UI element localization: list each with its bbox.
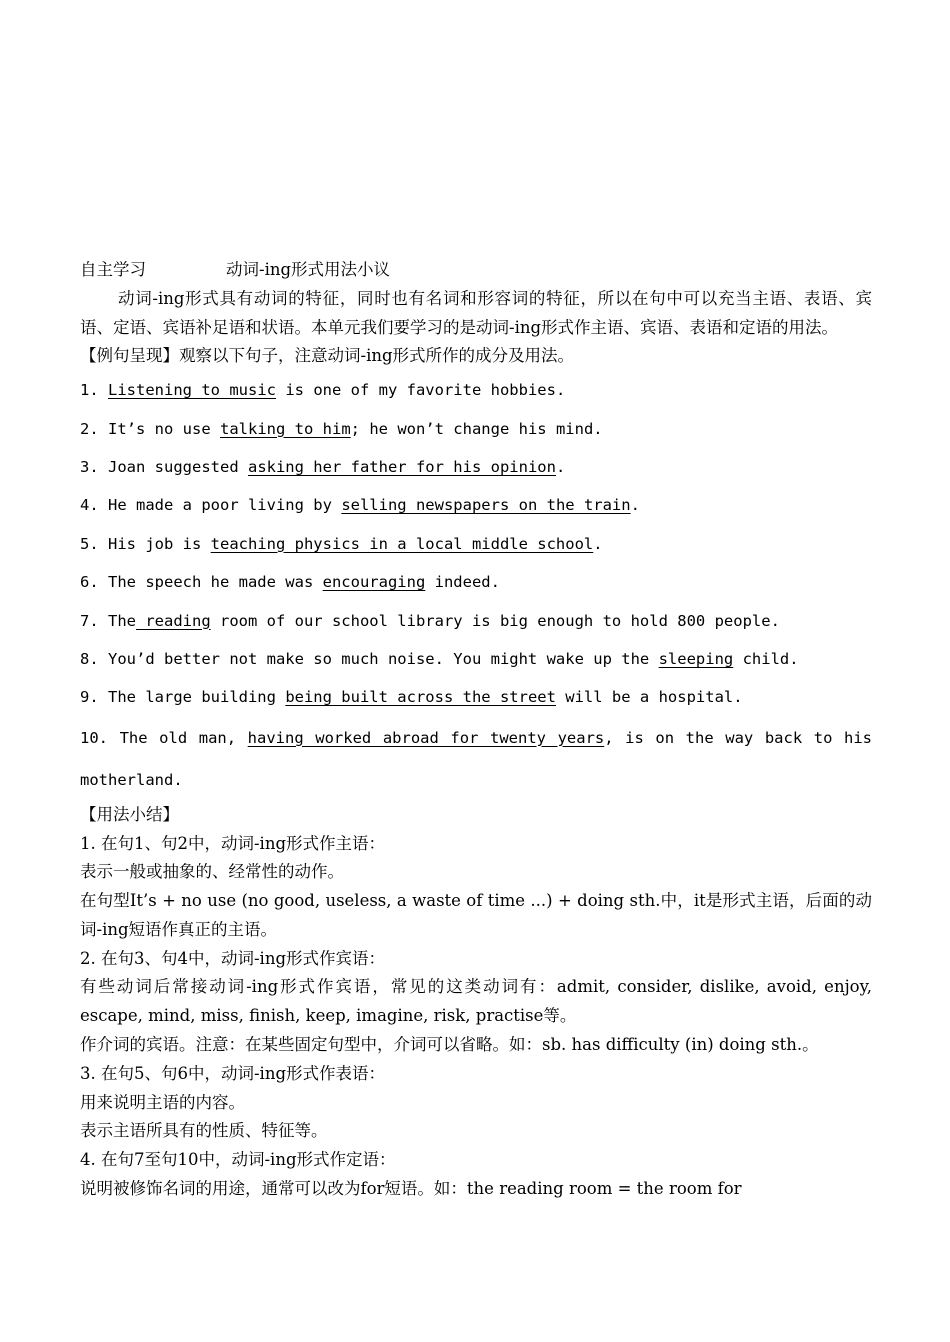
ing-phrase: Listening to music [108, 381, 276, 400]
section-label: 自主学习 [80, 260, 146, 279]
page-title: 动词-ing形式用法小议 [226, 260, 391, 279]
summary-point-3-title: 3. 在句5、句6中，动词-ing形式作表语： [80, 1063, 386, 1083]
example-sentence-4: 4. He made a poor living by selling newspapers on the train. [80, 496, 640, 515]
summary-point-2-b: 作介词的宾语。注意：在某些固定句型中，介词可以省略。如：sb. has difficulty (in) doing sth.。 [80, 1035, 819, 1055]
example-sentence-6: 6. The speech he made was encouraging indeed. [80, 573, 500, 592]
summary-point-1-a: 表示一般或抽象的、经常性的动作。 [80, 862, 344, 882]
example-sentence-1: 1. Listening to music is one of my favorite hobbies. [80, 381, 566, 400]
ing-phrase: being built across the street [285, 688, 556, 707]
ing-phrase: talking to him [220, 419, 351, 438]
example-sentence-9: 9. The large building being built across the street will be a hospital. [80, 688, 743, 707]
summary-heading: 【用法小结】 [80, 804, 179, 824]
ing-phrase: sleeping [658, 649, 734, 668]
header-line [80, 256, 872, 285]
intro-paragraph: 动词-ing形式具有动词的特征，同时也有名词和形容词的特征，所以在句中可以充当主语、表语、宾语、定语、宾语补足语和状语。本单元我们要学习的是动词-ing形式作主语、宾语、表语和定语的用法。 [80, 288, 872, 337]
summary-point-4-a: 说明被修饰名词的用途，通常可以改为for短语。如：the reading room = the room for [80, 1179, 742, 1199]
ing-phrase: encouraging [322, 573, 426, 592]
example-sentence-5: 5. His job is teaching physics in a local middle school. [80, 534, 603, 553]
examples-heading: 【例句呈现】观察以下句子，注意动词-ing形式所作的成分及用法。 [80, 346, 575, 366]
summary-point-1-title: 1. 在句1、句2中，动词-ing形式作主语： [80, 833, 386, 853]
summary-point-1-b: 在句型It’s + no use (no good, useless, a waste of time ...) + doing sth.中，it是形式主语，后面的动词-ing短语作真正的主语。 [80, 891, 872, 939]
document-page [80, 256, 872, 1204]
summary-point-2-a: 有些动词后常接动词-ing形式作宾语，常见的这类动词有：admit, consider, dislike, avoid, enjoy, escape, mind, miss, finish, keep, imagine, risk, practise等。 [80, 977, 872, 1026]
ing-phrase: selling newspapers on the train [341, 496, 631, 515]
ing-phrase: reading [136, 611, 211, 630]
example-sentence-7: 7. The reading room of our school library is big enough to hold 800 people. [80, 611, 780, 630]
summary-point-3-a: 用来说明主语的内容。 [80, 1092, 245, 1112]
example-sentence-10: 10. The old man, having worked abroad for twenty years, is on the way back to his motherland. [80, 728, 872, 789]
example-sentence-3: 3. Joan suggested asking her father for his opinion. [80, 457, 566, 476]
ing-phrase: having worked abroad for twenty years [247, 728, 605, 747]
example-sentence-2: 2. It’s no use talking to him; he won’t change his mind. [80, 419, 603, 438]
ing-phrase: asking her father for his opinion [247, 457, 556, 476]
summary-point-4-title: 4. 在句7至句10中，动词-ing形式作定语： [80, 1150, 396, 1170]
summary-point-3-b: 表示主语所具有的性质、特征等。 [80, 1121, 328, 1141]
summary-point-2-title: 2. 在句3、句4中，动词-ing形式作宾语： [80, 948, 386, 968]
ing-phrase: teaching physics in a local middle school [210, 534, 594, 553]
example-sentence-8: 8. You’d better not make so much noise. You might wake up the sleeping child. [80, 649, 799, 668]
